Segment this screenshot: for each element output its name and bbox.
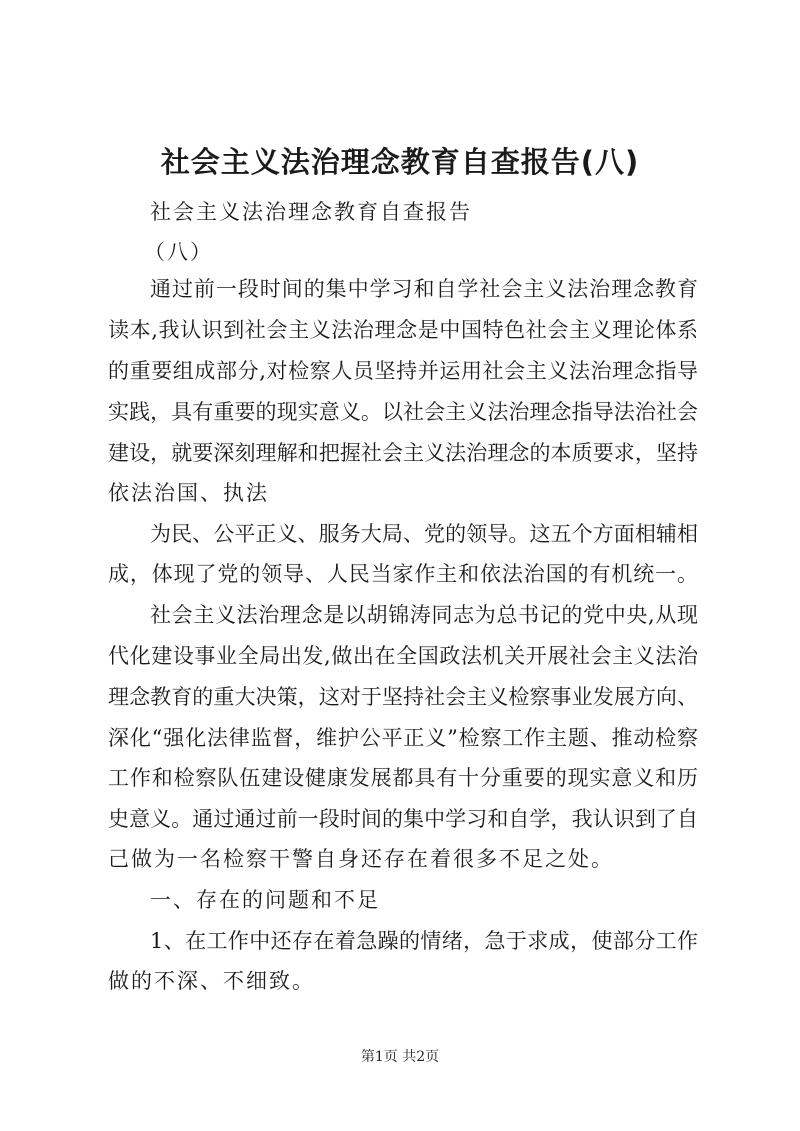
paragraph-line: 社会主义法治理念是以胡锦涛同志为总书记的党中央,从现 [150, 603, 698, 627]
paragraph-line: 为民、公平正义、服务大局、党的领导。这五个方面相辅相 [150, 522, 698, 546]
paragraph-line: 的重要组成部分,对检察人员坚持并运用社会主义法治理念指导 [108, 359, 698, 383]
paragraph-line: 建设，就要深刻理解和把握社会主义法治理念的本质要求，坚持 [108, 441, 698, 465]
paragraph-line: 史意义。通过通过前一段时间的集中学习和自学，我认识到了自 [108, 807, 698, 831]
paragraph-line: 做的不深、不细致。 [108, 969, 315, 993]
page-footer: 第1页 共2页 [360, 1049, 440, 1065]
paragraph-line: 成，体现了党的领导、人民当家作主和依法治国的有机统一。 [108, 562, 698, 586]
paragraph-line: 通过前一段时间的集中学习和自学社会主义法治理念教育 [150, 277, 698, 301]
paragraph-line: 1、在工作中还存在着急躁的情绪，急于求成，使部分工作 [150, 929, 698, 953]
paragraph-line: 深化“强化法律监督，维护公平正义”检察工作主题、推动检察 [108, 726, 698, 750]
part-number: （八） [144, 240, 213, 264]
paragraph-line: 实践，具有重要的现实意义。以社会主义法治理念指导法治社会 [108, 400, 698, 424]
paragraph-line: 己做为一名检察干警自身还存在着很多不足之处。 [108, 847, 614, 871]
section-heading: 一、存在的问题和不足 [150, 888, 380, 912]
paragraph-line: 依法治国、执法 [108, 481, 269, 505]
subtitle: 社会主义法治理念教育自查报告 [150, 200, 472, 224]
paragraph-line: 代化建设事业全局出发,做出在全国政法机关开展社会主义法治 [108, 644, 698, 668]
paragraph-line: 理念教育的重大决策，这对于坚持社会主义检察事业发展方向、 [108, 685, 698, 709]
paragraph-line: 读本,我认识到社会主义法治理念是中国特色社会主义理论体系 [108, 318, 698, 342]
paragraph-line: 工作和检察队伍建设健康发展都具有十分重要的现实意义和历 [108, 766, 698, 790]
document-title: 社会主义法治理念教育自查报告(八) [160, 145, 640, 179]
